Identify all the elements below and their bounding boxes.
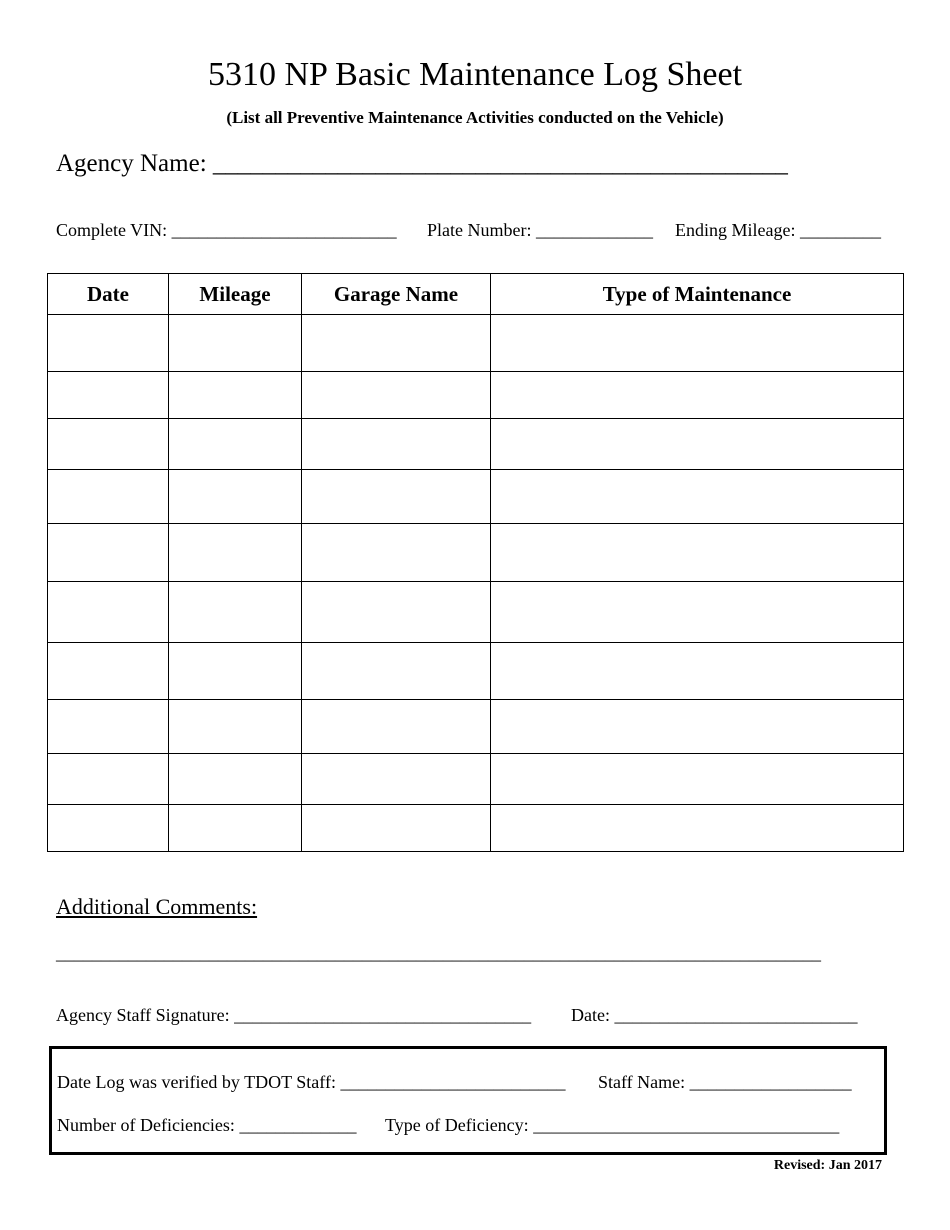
cell-mileage[interactable] (169, 524, 302, 582)
ending-mileage-label: Ending Mileage: (675, 220, 800, 240)
cell-date[interactable] (48, 524, 169, 582)
plate-number-field[interactable] (427, 220, 653, 241)
agency-name-blank[interactable]: ______________________________________________ (212, 150, 788, 177)
cell-mileage[interactable] (169, 643, 302, 700)
table-header-row (48, 274, 904, 315)
type-of-deficiency-field[interactable] (385, 1115, 839, 1136)
cell-garage-name[interactable] (302, 470, 491, 524)
number-of-deficiencies-field[interactable] (57, 1115, 356, 1136)
cell-type-of-maintenance[interactable] (491, 700, 904, 754)
cell-garage-name[interactable] (302, 643, 491, 700)
table-row (48, 315, 904, 372)
signature-date-field[interactable] (571, 1005, 857, 1026)
cell-type-of-maintenance[interactable] (491, 419, 904, 470)
table-row (48, 419, 904, 470)
column-header-garage-name: Garage Name (302, 274, 491, 315)
verified-date-blank[interactable]: _________________________ (340, 1072, 566, 1092)
cell-date[interactable] (48, 754, 169, 805)
cell-date[interactable] (48, 372, 169, 419)
table-row (48, 754, 904, 805)
table-row (48, 805, 904, 852)
maintenance-log-table (47, 273, 904, 852)
vin-blank[interactable]: _________________________ (171, 220, 397, 240)
agency-staff-signature-field[interactable] (56, 1005, 531, 1026)
additional-comments-label: Additional Comments: (56, 894, 258, 919)
page-subtitle: (List all Preventive Maintenance Activities conducted on the Vehicle) (226, 108, 724, 127)
revision-note: Revised: Jan 2017 (773, 1158, 882, 1173)
cell-type-of-maintenance[interactable] (491, 754, 904, 805)
cell-garage-name[interactable] (302, 524, 491, 582)
agency-staff-signature-label: Agency Staff Signature: (56, 1005, 235, 1025)
cell-garage-name[interactable] (302, 582, 491, 643)
number-of-deficiencies-label: Number of Deficiencies: (57, 1115, 240, 1135)
signature-date-blank[interactable]: ___________________________ (614, 1005, 858, 1025)
table-row (48, 372, 904, 419)
vin-label: Complete VIN: (56, 220, 172, 240)
cell-garage-name[interactable] (302, 805, 491, 852)
cell-type-of-maintenance[interactable] (491, 470, 904, 524)
cell-date[interactable] (48, 582, 169, 643)
cell-type-of-maintenance[interactable] (491, 582, 904, 643)
cell-date[interactable] (48, 315, 169, 372)
cell-date[interactable] (48, 700, 169, 754)
type-of-deficiency-label: Type of Deficiency: (385, 1115, 534, 1135)
cell-garage-name[interactable] (302, 419, 491, 470)
agency-name-label: Agency Name: (56, 150, 213, 177)
cell-mileage[interactable] (169, 470, 302, 524)
staff-name-label: Staff Name: (598, 1072, 690, 1092)
cell-date[interactable] (48, 470, 169, 524)
page-title: 5310 NP Basic Maintenance Log Sheet (207, 56, 743, 93)
table-row (48, 582, 904, 643)
cell-mileage[interactable] (169, 754, 302, 805)
cell-type-of-maintenance[interactable] (491, 643, 904, 700)
plate-number-blank[interactable]: _____________ (535, 220, 653, 240)
staff-name-field[interactable] (598, 1072, 852, 1093)
verified-date-label: Date Log was verified by TDOT Staff: (57, 1072, 341, 1092)
agency-staff-signature-blank[interactable]: _________________________________ (234, 1005, 532, 1025)
ending-mileage-blank[interactable]: _________ (799, 220, 881, 240)
tdot-verification-box (49, 1046, 887, 1155)
cell-garage-name[interactable] (302, 315, 491, 372)
plate-number-label: Plate Number: (427, 220, 536, 240)
vin-field[interactable] (56, 220, 397, 241)
cell-garage-name[interactable] (302, 372, 491, 419)
signature-date-label: Date: (571, 1005, 615, 1025)
cell-date[interactable] (48, 643, 169, 700)
column-header-type-of-maintenance: Type of Maintenance (491, 274, 904, 315)
cell-garage-name[interactable] (302, 754, 491, 805)
additional-comments-blank[interactable]: _____________________________________________________________________________________ (56, 943, 821, 963)
cell-mileage[interactable] (169, 419, 302, 470)
column-header-date: Date (48, 274, 169, 315)
cell-mileage[interactable] (169, 582, 302, 643)
cell-type-of-maintenance[interactable] (491, 315, 904, 372)
number-of-deficiencies-blank[interactable]: _____________ (239, 1115, 357, 1135)
cell-type-of-maintenance[interactable] (491, 372, 904, 419)
table-row (48, 470, 904, 524)
verified-date-field[interactable] (57, 1072, 565, 1093)
cell-date[interactable] (48, 419, 169, 470)
table-row (48, 700, 904, 754)
cell-mileage[interactable] (169, 805, 302, 852)
table-row (48, 524, 904, 582)
staff-name-blank[interactable]: __________________ (689, 1072, 852, 1092)
type-of-deficiency-blank[interactable]: __________________________________ (533, 1115, 840, 1135)
cell-type-of-maintenance[interactable] (491, 524, 904, 582)
table-row (48, 643, 904, 700)
cell-mileage[interactable] (169, 372, 302, 419)
ending-mileage-field[interactable] (675, 220, 881, 241)
agency-name-field[interactable] (56, 150, 788, 178)
cell-mileage[interactable] (169, 315, 302, 372)
cell-garage-name[interactable] (302, 700, 491, 754)
cell-date[interactable] (48, 805, 169, 852)
cell-mileage[interactable] (169, 700, 302, 754)
column-header-mileage: Mileage (169, 274, 302, 315)
cell-type-of-maintenance[interactable] (491, 805, 904, 852)
